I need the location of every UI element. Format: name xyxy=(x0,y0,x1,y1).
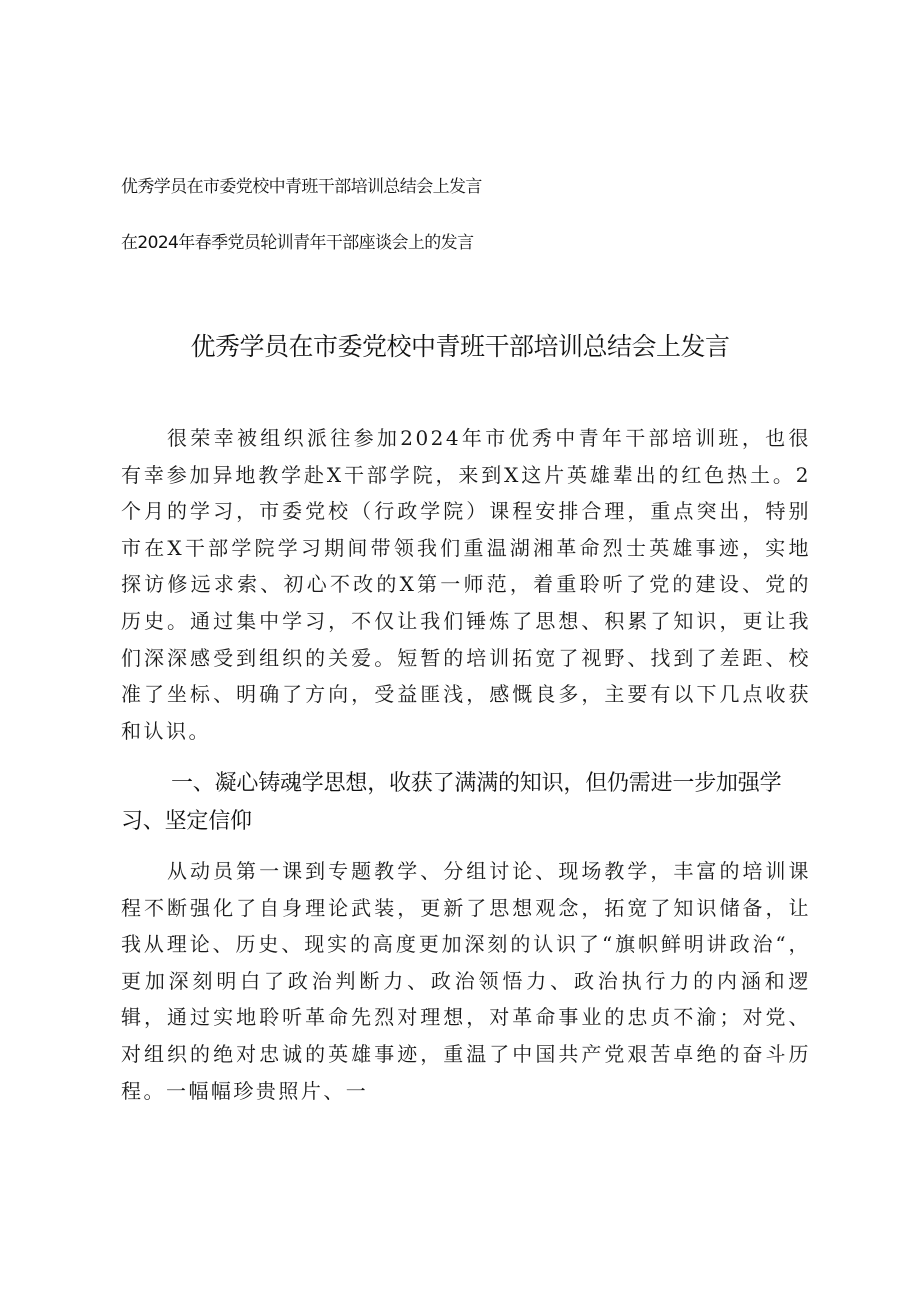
section-heading-1: 一、凝心铸魂学思想，收获了满满的知识，但仍需进一步加强学习、坚定信仰 xyxy=(121,771,782,834)
body-paragraph-1: 很荣幸被组织派往参加2024年市优秀中青年干部培训班，也很有幸参加异地教学赴X干部学院，来到X这片英雄辈出的红色热土。2个月的学习，市委党校（行政学院）课程安排合理，重点突出，特别市在X干部学院学习期间带领我们重温湖湘革命烈士英雄事迹，实地探访修远求索、初心不改的X第一师范，着重聆听了党的建设、党的历史。通过集中学习，不仅让我们锤炼了思想、积累了知识，更让我们深深感受到组织的关爱。短暂的培训拓宽了视野、找到了差距、校准了坐标、明确了方向，受益匪浅，感慨良多，主要有以下几点收获和认识。 xyxy=(121,426,811,743)
toc-item-2[interactable]: 在2024年春季党员轮训青年干部座谈会上的发言 xyxy=(121,233,474,253)
body-paragraph-2: 从动员第一课到专题教学、分组讨论、现场教学，丰富的培训课程不断强化了自身理论武装，更新了思想观念，拓宽了知识储备，让我从理论、历史、现实的高度更加深刻的认识了“旗帜鲜明讲政治“，更加深刻明白了政治判断力、政治领悟力、政治执行力的内涵和逻辑，通过实地聆听革命先烈对理想，对革命事业的忠贞不渝；对党、对组织的绝对忠诚的英雄事迹，重温了中国共产党艰苦卓绝的奋斗历程。一幅幅珍贵照片、一 xyxy=(121,859,811,1103)
toc-item-1[interactable]: 优秀学员在市委党校中青班干部培训总结会上发言 xyxy=(121,177,482,197)
document-title: 优秀学员在市委党校中青班干部培训总结会上发言 xyxy=(190,332,730,361)
